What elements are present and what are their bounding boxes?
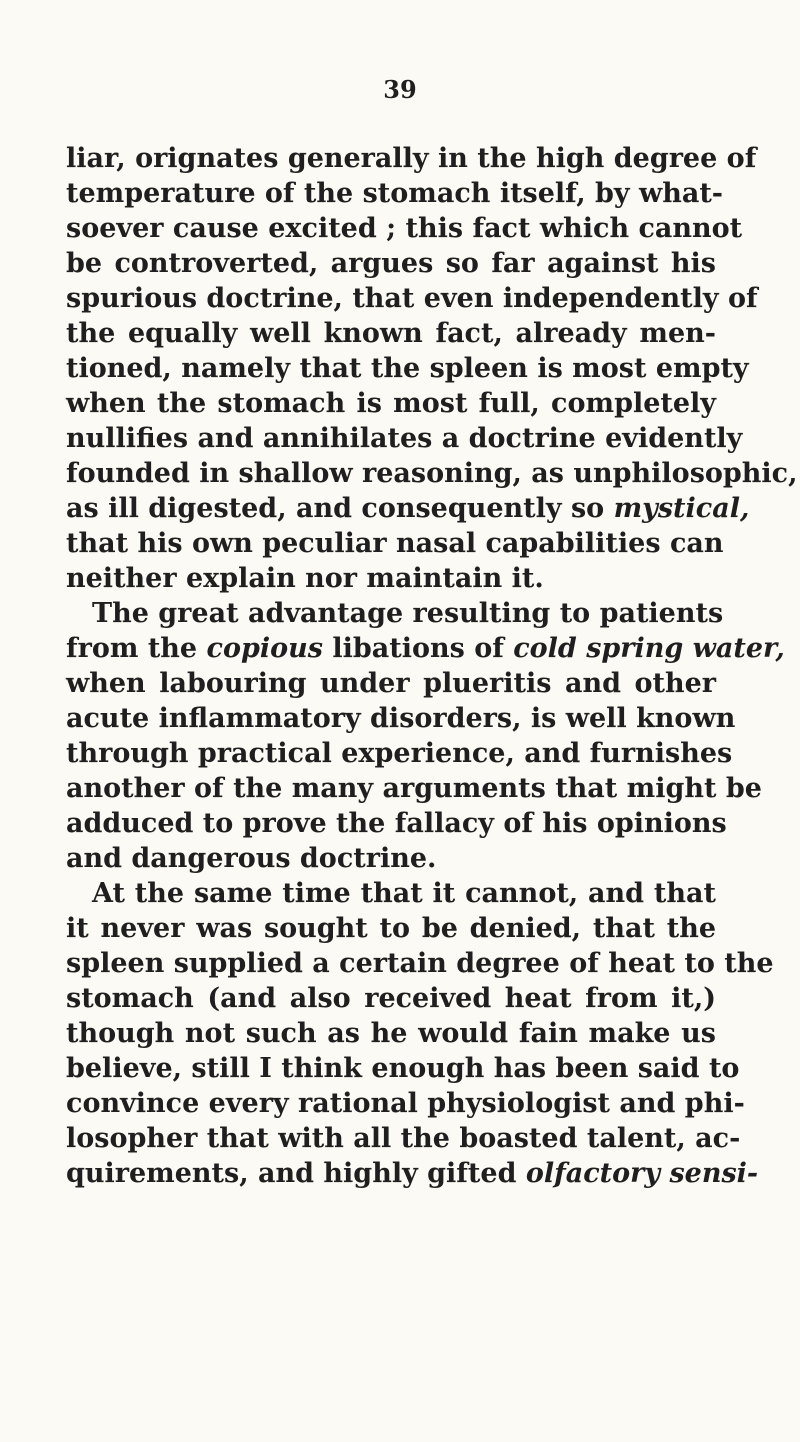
text-line: stomach (and also received heat from it,): [66, 983, 716, 1014]
text-line: spleen supplied a certain degree of heat to the: [66, 948, 774, 979]
text-line: it never was sought to be denied, that the: [66, 913, 716, 944]
text-line: liar, orignates generally in the high degree of: [66, 143, 757, 174]
text-line: and dangerous doctrine.: [66, 843, 437, 874]
italic-text: copious: [206, 633, 323, 664]
text-line: temperature of the stomach itself, by what-: [66, 178, 724, 209]
page-number: 39: [383, 75, 417, 104]
plain-text: as ill digested, and consequently so: [66, 493, 614, 524]
italic-text: olfactory sensi-: [525, 1158, 759, 1189]
text-line: tioned, namely that the spleen is most empty: [66, 353, 749, 384]
text-line: At the same time that it cannot, and that: [92, 878, 716, 909]
text-line: believe, still I think enough has been said to: [66, 1053, 740, 1084]
text-line: The great advantage resulting to patients: [92, 598, 724, 629]
text-line: the equally well known fact, already men-: [66, 318, 716, 349]
plain-text: quirements, and highly gifted: [66, 1158, 526, 1189]
plain-text: from the: [66, 633, 207, 664]
text-line: nullifies and annihilates a doctrine evidently: [66, 423, 743, 454]
text-line: soever cause excited ; this fact which cannot: [66, 213, 743, 244]
italic-text: mystical,: [613, 493, 750, 524]
text-line: adduced to prove the fallacy of his opinions: [66, 808, 727, 839]
text-line: when labouring under plueritis and other: [66, 668, 716, 699]
text-line: [66, 631, 785, 666]
text-line: neither explain nor maintain it.: [66, 563, 544, 594]
text-line: [66, 1156, 759, 1191]
text-line: through practical experience, and furnishes: [66, 738, 733, 769]
text-line: spurious doctrine, that even independently of: [66, 283, 758, 314]
text-line: that his own peculiar nasal capabilities can: [66, 528, 724, 559]
text-line: losopher that with all the boasted talent, ac-: [66, 1123, 741, 1154]
text-line: [66, 491, 750, 526]
italic-text: cold spring water,: [513, 633, 785, 664]
text-line: convince every rational physiologist and phi-: [66, 1088, 745, 1119]
text-line: acute inflammatory disorders, is well known: [66, 703, 736, 734]
text-line: be controverted, argues so far against his: [66, 248, 716, 279]
text-line: another of the many arguments that might be: [66, 773, 762, 804]
text-line: founded in shallow reasoning, as unphilosophic,: [66, 458, 798, 489]
plain-text: libations of: [322, 633, 514, 664]
text-line: when the stomach is most full, completely: [66, 388, 716, 419]
text-line: though not such as he would fain make us: [66, 1018, 716, 1049]
